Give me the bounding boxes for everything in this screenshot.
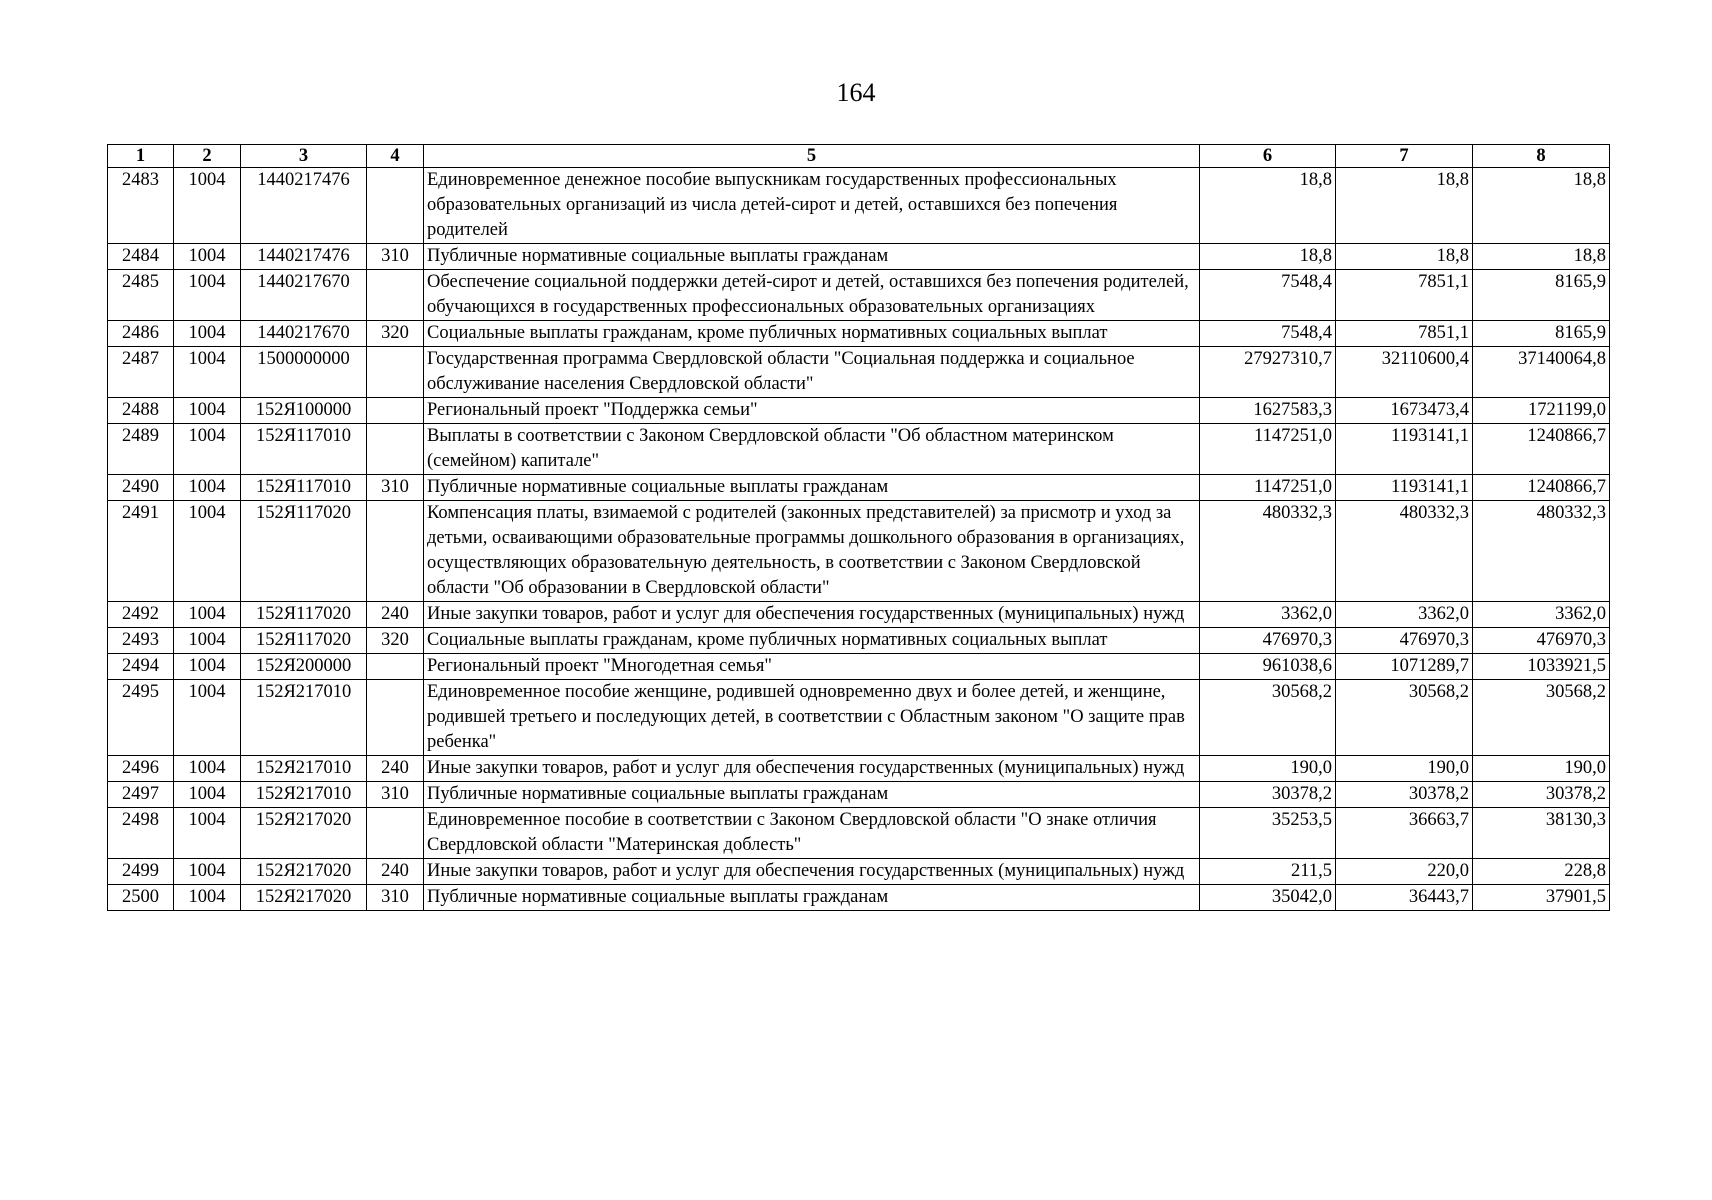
amount-col8-cell: 476970,3 <box>1473 628 1610 654</box>
target-article-cell: 152Я217020 <box>241 859 367 885</box>
amount-col6-cell: 30568,2 <box>1200 680 1336 756</box>
amount-col6-cell: 35042,0 <box>1200 885 1336 911</box>
section-code-cell: 1004 <box>174 680 241 756</box>
amount-col8-cell: 1240866,7 <box>1473 475 1610 501</box>
row-number-cell: 2499 <box>108 859 174 885</box>
section-code-cell: 1004 <box>174 321 241 347</box>
amount-col8-cell: 18,8 <box>1473 244 1610 270</box>
amount-col7-cell: 18,8 <box>1336 244 1473 270</box>
amount-col6-cell: 476970,3 <box>1200 628 1336 654</box>
section-code-cell: 1004 <box>174 270 241 321</box>
item-name-cell: Иные закупки товаров, работ и услуг для обеспечения государственных (муниципальных) нужд <box>424 756 1200 782</box>
target-article-cell: 152Я117010 <box>241 475 367 501</box>
item-name-cell: Обеспечение социальной поддержки детей-сирот и детей, оставшихся без попечения родителей, обучающихся в государственных профессиональных образовательных организациях <box>424 270 1200 321</box>
section-code-cell: 1004 <box>174 885 241 911</box>
table-header <box>108 145 1610 168</box>
amount-col7-cell: 480332,3 <box>1336 501 1473 602</box>
amount-col8-cell: 37140064,8 <box>1473 347 1610 398</box>
amount-col7-cell: 220,0 <box>1336 859 1473 885</box>
amount-col6-cell: 18,8 <box>1200 244 1336 270</box>
target-article-cell: 152Я117010 <box>241 424 367 475</box>
item-name-cell: Публичные нормативные социальные выплаты гражданам <box>424 782 1200 808</box>
amount-col7-cell: 36663,7 <box>1336 808 1473 859</box>
table-row <box>108 859 1610 885</box>
expense-type-cell <box>367 347 424 398</box>
row-number-cell: 2496 <box>108 756 174 782</box>
amount-col7-cell: 18,8 <box>1336 168 1473 244</box>
amount-col8-cell: 18,8 <box>1473 168 1610 244</box>
table-row <box>108 347 1610 398</box>
item-name-cell: Социальные выплаты гражданам, кроме публичных нормативных социальных выплат <box>424 628 1200 654</box>
amount-col7-cell: 7851,1 <box>1336 270 1473 321</box>
table-row <box>108 628 1610 654</box>
table-row <box>108 398 1610 424</box>
item-name-cell: Публичные нормативные социальные выплаты гражданам <box>424 244 1200 270</box>
item-name-cell: Единовременное пособие в соответствии с Законом Свердловской области "О знаке отличия Свердловской области "Материнская доблесть" <box>424 808 1200 859</box>
target-article-cell: 1440217670 <box>241 270 367 321</box>
section-code-cell: 1004 <box>174 347 241 398</box>
amount-col6-cell: 7548,4 <box>1200 321 1336 347</box>
amount-col8-cell: 38130,3 <box>1473 808 1610 859</box>
amount-col7-cell: 36443,7 <box>1336 885 1473 911</box>
section-code-cell: 1004 <box>174 782 241 808</box>
expense-type-cell <box>367 654 424 680</box>
item-name-cell: Региональный проект "Поддержка семьи" <box>424 398 1200 424</box>
target-article-cell: 1440217476 <box>241 244 367 270</box>
row-number-cell: 2495 <box>108 680 174 756</box>
amount-col6-cell: 1627583,3 <box>1200 398 1336 424</box>
amount-col7-cell: 1071289,7 <box>1336 654 1473 680</box>
amount-col8-cell: 190,0 <box>1473 756 1610 782</box>
section-code-cell: 1004 <box>174 501 241 602</box>
amount-col6-cell: 1147251,0 <box>1200 424 1336 475</box>
amount-col7-cell: 3362,0 <box>1336 602 1473 628</box>
amount-col8-cell: 1721199,0 <box>1473 398 1610 424</box>
row-number-cell: 2483 <box>108 168 174 244</box>
section-code-cell: 1004 <box>174 475 241 501</box>
table-row <box>108 756 1610 782</box>
amount-col6-cell: 30378,2 <box>1200 782 1336 808</box>
table-row <box>108 168 1610 244</box>
table-body <box>108 168 1610 911</box>
expense-type-cell: 310 <box>367 475 424 501</box>
amount-col7-cell: 190,0 <box>1336 756 1473 782</box>
row-number-cell: 2497 <box>108 782 174 808</box>
page-number: 164 <box>836 78 876 107</box>
expense-type-cell: 310 <box>367 885 424 911</box>
row-number-cell: 2493 <box>108 628 174 654</box>
section-code-cell: 1004 <box>174 168 241 244</box>
amount-col7-cell: 7851,1 <box>1336 321 1473 347</box>
expense-type-cell <box>367 808 424 859</box>
row-number-cell: 2486 <box>108 321 174 347</box>
target-article-cell: 152Я217020 <box>241 808 367 859</box>
amount-col8-cell: 8165,9 <box>1473 270 1610 321</box>
table-row <box>108 475 1610 501</box>
target-article-cell: 152Я217020 <box>241 885 367 911</box>
amount-col7-cell: 1193141,1 <box>1336 475 1473 501</box>
section-code-cell: 1004 <box>174 628 241 654</box>
amount-col6-cell: 7548,4 <box>1200 270 1336 321</box>
expense-type-cell: 310 <box>367 244 424 270</box>
row-number-cell: 2488 <box>108 398 174 424</box>
column-header: 7 <box>1336 145 1473 168</box>
row-number-cell: 2487 <box>108 347 174 398</box>
amount-col8-cell: 37901,5 <box>1473 885 1610 911</box>
amount-col8-cell: 1240866,7 <box>1473 424 1610 475</box>
amount-col7-cell: 476970,3 <box>1336 628 1473 654</box>
section-code-cell: 1004 <box>174 654 241 680</box>
item-name-cell: Выплаты в соответствии с Законом Свердловской области "Об областном материнском (семейном) капитале" <box>424 424 1200 475</box>
table-row <box>108 244 1610 270</box>
target-article-cell: 152Я100000 <box>241 398 367 424</box>
table-row <box>108 808 1610 859</box>
row-number-cell: 2485 <box>108 270 174 321</box>
amount-col8-cell: 1033921,5 <box>1473 654 1610 680</box>
column-header: 4 <box>367 145 424 168</box>
table-row <box>108 424 1610 475</box>
item-name-cell: Компенсация платы, взимаемой с родителей (законных представителей) за присмотр и уход за детьми, осваивающими образовательные программы дошкольного образования в организациях, осуществляющих образовательную деятельность, в соответствии с Законом Свердловской области "Об образовании в Свердловской области" <box>424 501 1200 602</box>
item-name-cell: Единовременное пособие женщине, родившей одновременно двух и более детей, и женщине, родившей третьего и последующих детей, в соответствии с Областным законом "О защите прав ребенка" <box>424 680 1200 756</box>
expense-type-cell: 240 <box>367 602 424 628</box>
table-row <box>108 270 1610 321</box>
expense-type-cell: 240 <box>367 756 424 782</box>
amount-col8-cell: 3362,0 <box>1473 602 1610 628</box>
section-code-cell: 1004 <box>174 859 241 885</box>
column-header: 5 <box>424 145 1200 168</box>
expense-type-cell <box>367 168 424 244</box>
amount-col6-cell: 1147251,0 <box>1200 475 1336 501</box>
amount-col6-cell: 480332,3 <box>1200 501 1336 602</box>
expense-type-cell: 310 <box>367 782 424 808</box>
amount-col6-cell: 18,8 <box>1200 168 1336 244</box>
row-number-cell: 2498 <box>108 808 174 859</box>
table-row <box>108 654 1610 680</box>
amount-col6-cell: 35253,5 <box>1200 808 1336 859</box>
target-article-cell: 1500000000 <box>241 347 367 398</box>
row-number-cell: 2490 <box>108 475 174 501</box>
target-article-cell: 152Я217010 <box>241 756 367 782</box>
amount-col8-cell: 30378,2 <box>1473 782 1610 808</box>
item-name-cell: Публичные нормативные социальные выплаты гражданам <box>424 475 1200 501</box>
row-number-cell: 2492 <box>108 602 174 628</box>
item-name-cell: Иные закупки товаров, работ и услуг для обеспечения государственных (муниципальных) нужд <box>424 602 1200 628</box>
section-code-cell: 1004 <box>174 602 241 628</box>
expense-type-cell: 320 <box>367 321 424 347</box>
amount-col7-cell: 30378,2 <box>1336 782 1473 808</box>
column-header: 2 <box>174 145 241 168</box>
expense-type-cell: 320 <box>367 628 424 654</box>
amount-col6-cell: 3362,0 <box>1200 602 1336 628</box>
item-name-cell: Иные закупки товаров, работ и услуг для обеспечения государственных (муниципальных) нужд <box>424 859 1200 885</box>
row-number-cell: 2484 <box>108 244 174 270</box>
amount-col7-cell: 1673473,4 <box>1336 398 1473 424</box>
amount-col7-cell: 30568,2 <box>1336 680 1473 756</box>
column-header: 1 <box>108 145 174 168</box>
expense-type-cell: 240 <box>367 859 424 885</box>
amount-col6-cell: 190,0 <box>1200 756 1336 782</box>
section-code-cell: 1004 <box>174 424 241 475</box>
row-number-cell: 2500 <box>108 885 174 911</box>
target-article-cell: 152Я217010 <box>241 782 367 808</box>
table-row <box>108 602 1610 628</box>
item-name-cell: Социальные выплаты гражданам, кроме публичных нормативных социальных выплат <box>424 321 1200 347</box>
table-row <box>108 782 1610 808</box>
item-name-cell: Региональный проект "Многодетная семья" <box>424 654 1200 680</box>
section-code-cell: 1004 <box>174 244 241 270</box>
amount-col8-cell: 8165,9 <box>1473 321 1610 347</box>
target-article-cell: 1440217476 <box>241 168 367 244</box>
table-row <box>108 321 1610 347</box>
target-article-cell: 152Я217010 <box>241 680 367 756</box>
column-header: 3 <box>241 145 367 168</box>
table-row <box>108 885 1610 911</box>
amount-col7-cell: 32110600,4 <box>1336 347 1473 398</box>
expense-type-cell <box>367 680 424 756</box>
table-row <box>108 501 1610 602</box>
budget-table <box>107 144 1610 911</box>
target-article-cell: 152Я117020 <box>241 628 367 654</box>
row-number-cell: 2491 <box>108 501 174 602</box>
section-code-cell: 1004 <box>174 756 241 782</box>
header-row <box>108 145 1610 168</box>
target-article-cell: 1440217670 <box>241 321 367 347</box>
item-name-cell: Государственная программа Свердловской области "Социальная поддержка и социальное обслуживание населения Свердловской области" <box>424 347 1200 398</box>
section-code-cell: 1004 <box>174 808 241 859</box>
amount-col8-cell: 480332,3 <box>1473 501 1610 602</box>
target-article-cell: 152Я117020 <box>241 501 367 602</box>
column-header: 6 <box>1200 145 1336 168</box>
amount-col8-cell: 228,8 <box>1473 859 1610 885</box>
amount-col6-cell: 961038,6 <box>1200 654 1336 680</box>
amount-col6-cell: 27927310,7 <box>1200 347 1336 398</box>
amount-col6-cell: 211,5 <box>1200 859 1336 885</box>
expense-type-cell <box>367 270 424 321</box>
column-header: 8 <box>1473 145 1610 168</box>
expense-type-cell <box>367 424 424 475</box>
item-name-cell: Публичные нормативные социальные выплаты гражданам <box>424 885 1200 911</box>
section-code-cell: 1004 <box>174 398 241 424</box>
amount-col7-cell: 1193141,1 <box>1336 424 1473 475</box>
target-article-cell: 152Я200000 <box>241 654 367 680</box>
row-number-cell: 2489 <box>108 424 174 475</box>
table-row <box>108 680 1610 756</box>
amount-col8-cell: 30568,2 <box>1473 680 1610 756</box>
row-number-cell: 2494 <box>108 654 174 680</box>
expense-type-cell <box>367 501 424 602</box>
expense-type-cell <box>367 398 424 424</box>
target-article-cell: 152Я117020 <box>241 602 367 628</box>
item-name-cell: Единовременное денежное пособие выпускникам государственных профессиональных образовательных организаций из числа детей-сирот и детей, оставшихся без попечения родителей <box>424 168 1200 244</box>
